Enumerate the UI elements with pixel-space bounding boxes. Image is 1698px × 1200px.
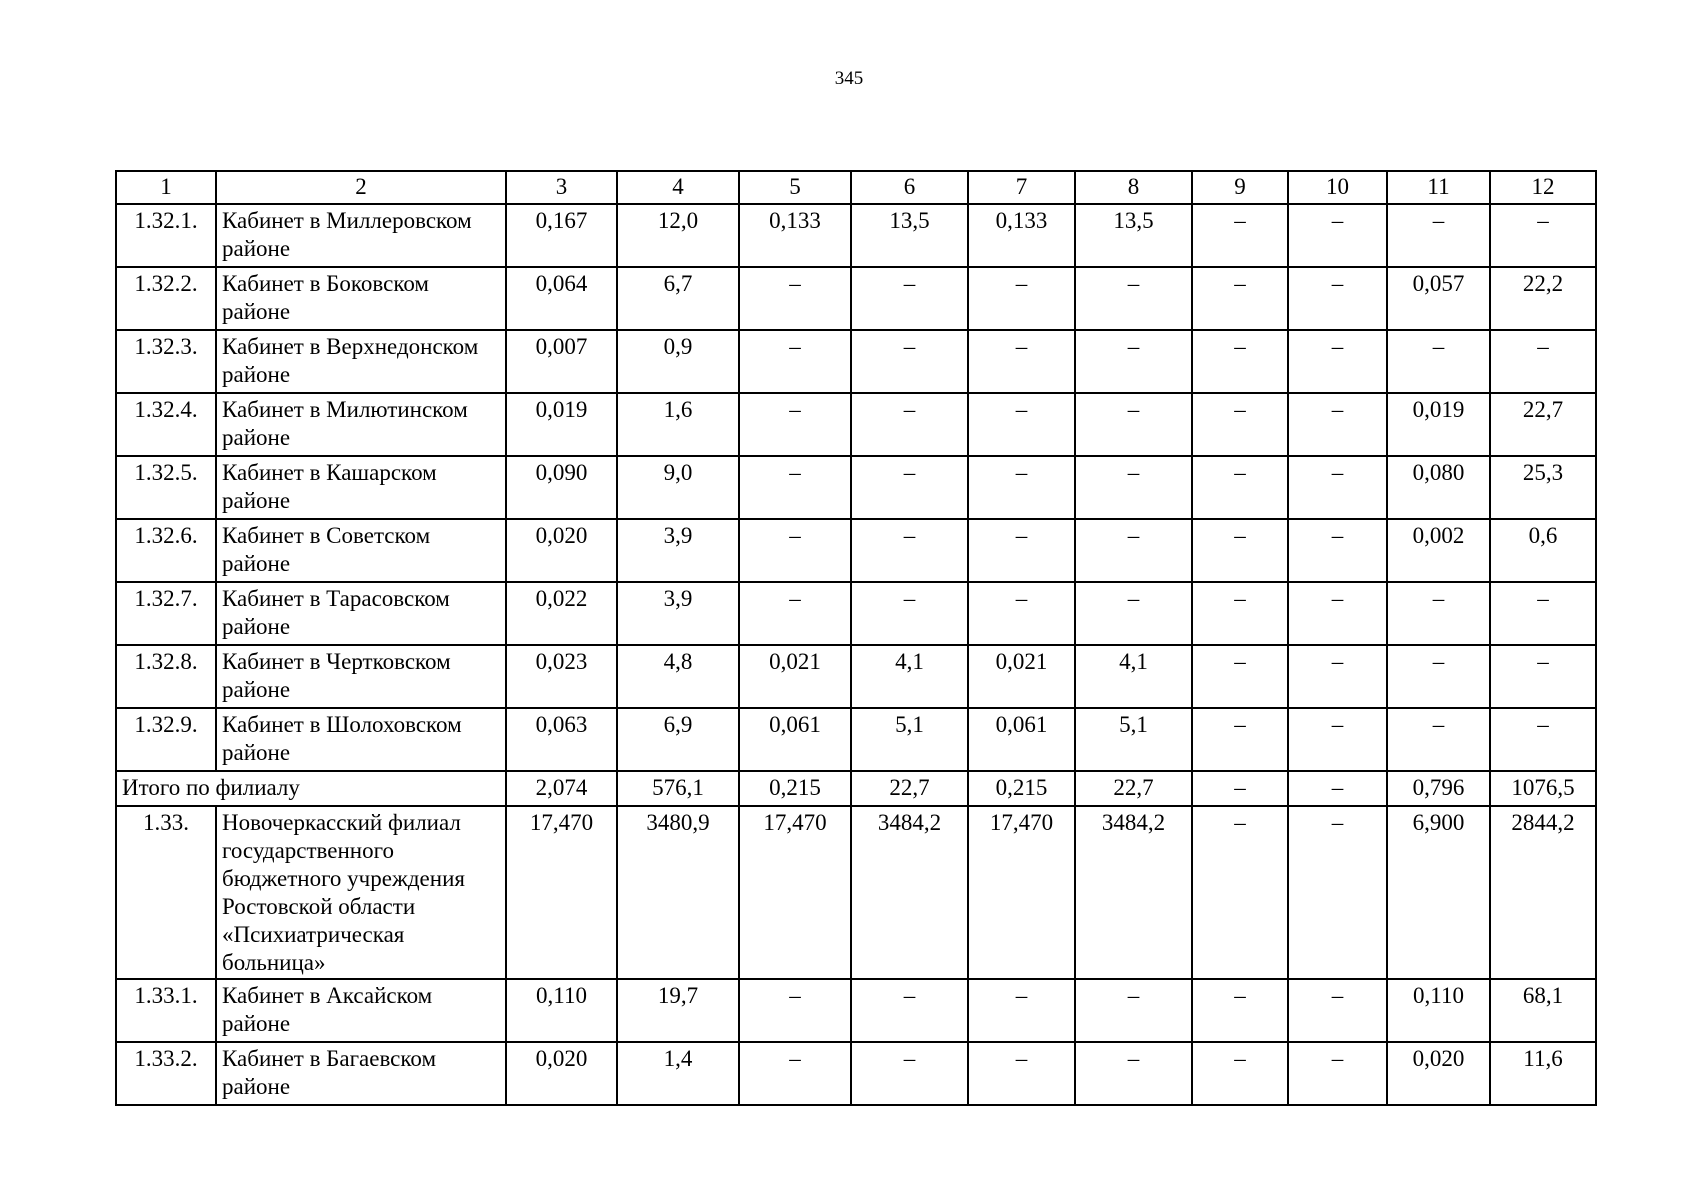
table-cell: 12,0 xyxy=(617,204,739,267)
table-cell: 0,021 xyxy=(968,645,1075,708)
table-cell: – xyxy=(1288,1042,1387,1105)
table-cell: – xyxy=(1192,645,1288,708)
row-number: 1.32.1. xyxy=(116,204,216,267)
table-cell: 0,007 xyxy=(506,330,617,393)
table-cell: – xyxy=(1288,582,1387,645)
table-cell: – xyxy=(739,456,851,519)
row-name: Кабинет в Багаевском районе xyxy=(216,1042,506,1105)
column-header: 7 xyxy=(968,171,1075,204)
table-cell: 0,002 xyxy=(1387,519,1490,582)
table-cell: – xyxy=(1490,582,1596,645)
row-name: Новочеркасский филиал государственного бюджетного учреждения Ростовской области «Психиатрическая больница» xyxy=(216,806,506,979)
row-number: 1.32.7. xyxy=(116,582,216,645)
table-cell: 3484,2 xyxy=(851,806,968,979)
table-cell: – xyxy=(1192,582,1288,645)
table-cell: 0,057 xyxy=(1387,267,1490,330)
header-row xyxy=(116,171,1596,204)
table-row xyxy=(116,708,1596,771)
table-cell: 5,1 xyxy=(851,708,968,771)
table-cell: – xyxy=(851,979,968,1042)
table-cell: 0,019 xyxy=(506,393,617,456)
table-cell: – xyxy=(1387,708,1490,771)
column-header: 11 xyxy=(1387,171,1490,204)
table-cell: 3480,9 xyxy=(617,806,739,979)
table-cell: – xyxy=(1075,582,1192,645)
column-header: 12 xyxy=(1490,171,1596,204)
table-cell: – xyxy=(1075,1042,1192,1105)
table-row xyxy=(116,1042,1596,1105)
table-cell: 13,5 xyxy=(1075,204,1192,267)
table-cell: – xyxy=(739,1042,851,1105)
column-header: 1 xyxy=(116,171,216,204)
table-cell: – xyxy=(851,456,968,519)
table-cell: 0,167 xyxy=(506,204,617,267)
total-cell: 2,074 xyxy=(506,771,617,806)
table-row xyxy=(116,582,1596,645)
table-cell: 3484,2 xyxy=(1075,806,1192,979)
table-row xyxy=(116,393,1596,456)
table-cell: 13,5 xyxy=(851,204,968,267)
row-number: 1.32.9. xyxy=(116,708,216,771)
table-cell: 2844,2 xyxy=(1490,806,1596,979)
table-cell: – xyxy=(851,393,968,456)
row-name: Кабинет в Верхнедонском районе xyxy=(216,330,506,393)
table-body xyxy=(116,171,1596,1105)
table-cell: – xyxy=(1192,456,1288,519)
table-cell: 0,023 xyxy=(506,645,617,708)
table-cell: 17,470 xyxy=(506,806,617,979)
table-cell: – xyxy=(968,1042,1075,1105)
table-cell: 0,061 xyxy=(968,708,1075,771)
table-cell: – xyxy=(1192,519,1288,582)
table-cell: – xyxy=(1490,708,1596,771)
table-cell: 22,2 xyxy=(1490,267,1596,330)
table-cell: – xyxy=(851,267,968,330)
column-header: 8 xyxy=(1075,171,1192,204)
table-cell: – xyxy=(851,1042,968,1105)
table-cell: 4,1 xyxy=(851,645,968,708)
column-header: 4 xyxy=(617,171,739,204)
row-name: Кабинет в Миллеровском районе xyxy=(216,204,506,267)
table-cell: 6,7 xyxy=(617,267,739,330)
table-row xyxy=(116,267,1596,330)
table-cell: – xyxy=(739,330,851,393)
table-cell: – xyxy=(968,267,1075,330)
table-cell: 0,133 xyxy=(739,204,851,267)
row-number: 1.32.8. xyxy=(116,645,216,708)
row-number: 1.32.3. xyxy=(116,330,216,393)
column-header: 10 xyxy=(1288,171,1387,204)
table-cell: – xyxy=(1387,204,1490,267)
row-number: 1.32.2. xyxy=(116,267,216,330)
table-cell: 4,1 xyxy=(1075,645,1192,708)
table-cell: 0,021 xyxy=(739,645,851,708)
total-cell: – xyxy=(1288,771,1387,806)
table-cell: – xyxy=(1075,267,1192,330)
table-cell: 1,4 xyxy=(617,1042,739,1105)
table-cell: 6,9 xyxy=(617,708,739,771)
table-cell: 68,1 xyxy=(1490,979,1596,1042)
table-cell: – xyxy=(968,979,1075,1042)
table-cell: – xyxy=(968,330,1075,393)
table-cell: 0,090 xyxy=(506,456,617,519)
table-row xyxy=(116,456,1596,519)
table-cell: – xyxy=(1288,204,1387,267)
table-cell: 0,080 xyxy=(1387,456,1490,519)
total-label: Итого по филиалу xyxy=(116,771,506,806)
column-header: 2 xyxy=(216,171,506,204)
table-row xyxy=(116,806,1596,979)
row-name: Кабинет в Тарасовском районе xyxy=(216,582,506,645)
table-cell: – xyxy=(1387,330,1490,393)
table-cell: 0,020 xyxy=(506,519,617,582)
total-cell: – xyxy=(1192,771,1288,806)
table-cell: 3,9 xyxy=(617,519,739,582)
table-cell: 11,6 xyxy=(1490,1042,1596,1105)
column-header: 6 xyxy=(851,171,968,204)
row-name: Кабинет в Аксайском районе xyxy=(216,979,506,1042)
table-cell: 0,110 xyxy=(1387,979,1490,1042)
table-cell: – xyxy=(1288,456,1387,519)
table-cell: 0,064 xyxy=(506,267,617,330)
table-cell: – xyxy=(968,582,1075,645)
column-header: 9 xyxy=(1192,171,1288,204)
table-row xyxy=(116,645,1596,708)
row-name: Кабинет в Чертковском районе xyxy=(216,645,506,708)
table-cell: 17,470 xyxy=(739,806,851,979)
table-cell: – xyxy=(1192,330,1288,393)
table-cell: 0,022 xyxy=(506,582,617,645)
table-cell: – xyxy=(1192,708,1288,771)
table-cell: – xyxy=(1288,393,1387,456)
column-header: 5 xyxy=(739,171,851,204)
row-number: 1.33. xyxy=(116,806,216,979)
table-cell: 25,3 xyxy=(1490,456,1596,519)
table-cell: – xyxy=(1192,393,1288,456)
table-cell: – xyxy=(1075,519,1192,582)
table-cell: – xyxy=(739,979,851,1042)
table-cell: – xyxy=(1490,645,1596,708)
table-cell: – xyxy=(1288,267,1387,330)
table-cell: – xyxy=(1288,708,1387,771)
table-row xyxy=(116,330,1596,393)
row-number: 1.32.5. xyxy=(116,456,216,519)
table-cell: 19,7 xyxy=(617,979,739,1042)
table-cell: – xyxy=(1288,519,1387,582)
total-cell: 0,215 xyxy=(739,771,851,806)
total-row xyxy=(116,771,1596,806)
table-cell: 0,110 xyxy=(506,979,617,1042)
table-cell: – xyxy=(1288,645,1387,708)
table-cell: – xyxy=(1288,979,1387,1042)
table-cell: 17,470 xyxy=(968,806,1075,979)
row-number: 1.32.4. xyxy=(116,393,216,456)
table-cell: 0,063 xyxy=(506,708,617,771)
row-name: Кабинет в Шолоховском районе xyxy=(216,708,506,771)
table-cell: – xyxy=(739,582,851,645)
table-cell: – xyxy=(1075,393,1192,456)
row-number: 1.33.1. xyxy=(116,979,216,1042)
column-header: 3 xyxy=(506,171,617,204)
table-cell: – xyxy=(851,330,968,393)
table-cell: – xyxy=(1192,979,1288,1042)
table-cell: 4,8 xyxy=(617,645,739,708)
total-cell: 0,796 xyxy=(1387,771,1490,806)
table-cell: – xyxy=(739,519,851,582)
table-cell: 22,7 xyxy=(1490,393,1596,456)
table-cell: – xyxy=(1075,456,1192,519)
table-cell: – xyxy=(1075,330,1192,393)
row-name: Кабинет в Советском районе xyxy=(216,519,506,582)
table-cell: – xyxy=(1387,645,1490,708)
table-cell: 0,133 xyxy=(968,204,1075,267)
table-cell: – xyxy=(1192,267,1288,330)
table-cell: – xyxy=(968,393,1075,456)
table-cell: – xyxy=(968,519,1075,582)
table-cell: 1,6 xyxy=(617,393,739,456)
table-cell: 0,061 xyxy=(739,708,851,771)
table-cell: – xyxy=(1192,204,1288,267)
table-cell: – xyxy=(1192,1042,1288,1105)
table-cell: 9,0 xyxy=(617,456,739,519)
table-cell: – xyxy=(968,456,1075,519)
table-cell: 6,900 xyxy=(1387,806,1490,979)
table-cell: 0,019 xyxy=(1387,393,1490,456)
row-name: Кабинет в Кашарском районе xyxy=(216,456,506,519)
table-cell: – xyxy=(851,519,968,582)
table-row xyxy=(116,979,1596,1042)
table-cell: – xyxy=(739,393,851,456)
table-row xyxy=(116,204,1596,267)
data-table xyxy=(115,170,1597,1106)
table-cell: – xyxy=(851,582,968,645)
table-cell: 0,9 xyxy=(617,330,739,393)
row-number: 1.33.2. xyxy=(116,1042,216,1105)
table-cell: 0,020 xyxy=(1387,1042,1490,1105)
total-cell: 0,215 xyxy=(968,771,1075,806)
table-cell: – xyxy=(1490,330,1596,393)
table-cell: 0,6 xyxy=(1490,519,1596,582)
table-cell: 0,020 xyxy=(506,1042,617,1105)
total-cell: 1076,5 xyxy=(1490,771,1596,806)
table-row xyxy=(116,519,1596,582)
row-number: 1.32.6. xyxy=(116,519,216,582)
total-cell: 22,7 xyxy=(851,771,968,806)
table-cell: – xyxy=(1192,806,1288,979)
table-cell: 3,9 xyxy=(617,582,739,645)
row-name: Кабинет в Боковском районе xyxy=(216,267,506,330)
table-cell: – xyxy=(1075,979,1192,1042)
table-cell: 5,1 xyxy=(1075,708,1192,771)
total-cell: 22,7 xyxy=(1075,771,1192,806)
table-cell: – xyxy=(1490,204,1596,267)
table-cell: – xyxy=(1288,806,1387,979)
total-cell: 576,1 xyxy=(617,771,739,806)
page-number: 345 xyxy=(834,68,864,89)
row-name: Кабинет в Милютинском районе xyxy=(216,393,506,456)
table-cell: – xyxy=(1387,582,1490,645)
table-cell: – xyxy=(739,267,851,330)
table-cell: – xyxy=(1288,330,1387,393)
